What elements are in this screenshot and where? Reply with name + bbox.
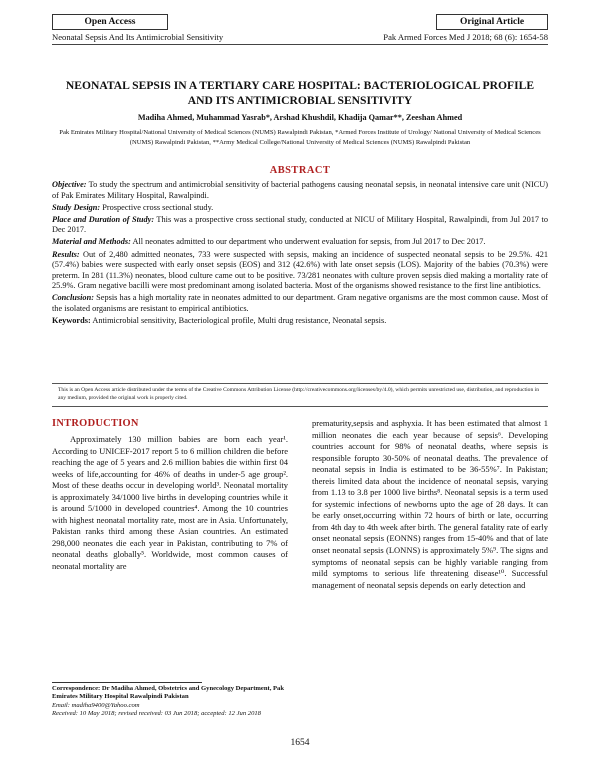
place-text: This was a prospective cross sectional study, conducted at NICU of Military Hospital, Rawalpindi, from Jul 2017 to Dec 2017. bbox=[52, 214, 548, 235]
running-head-right: Pak Armed Forces Med J 2018; 68 (6): 1654-58 bbox=[383, 32, 548, 42]
results-text: Out of 2,480 admitted neonates, 733 were suspected with sepsis, making an incidence of suspected neonatal sepsis to be 29.5%. 421 (57.4%) babies were suspected with early onset sepsis (EOS) and 312 (42.6%) with late onset sepsis (LOS). Majority of the babies (70.3%) were preterm. In 281 (11.3%) neonates, blood culture came out to be positive. 73/281 neonates with culture proven sepsis died making a mortality rate of 25.9%. Gram negative bacilli were most predominant among isolated bacteria. Most of the organisms showed resistance to the first line antibiotics. bbox=[52, 249, 548, 291]
right-column bbox=[312, 418, 548, 591]
design-label: Study Design: bbox=[52, 202, 101, 212]
correspondence-divider bbox=[52, 682, 202, 683]
correspondence-email: Email: madiha9400@Yahoo.com bbox=[52, 701, 140, 709]
abstract-divider bbox=[52, 383, 548, 384]
page-number: 1654 bbox=[290, 738, 310, 748]
conclusion-text: Sepsis has a high mortality rate in neonates admitted to our department. Gram negative organisms are the most common cause. Most of the isolated organisms are resistant to empirical antibiotics. bbox=[52, 293, 548, 314]
author-list: Madiha Ahmed, Muhammad Yasrab*, Arshad Khushdil, Khadija Qamar**, Zeeshan Ahmed bbox=[137, 113, 463, 122]
introduction-left-text: Approximately 130 million babies are born each year¹. According to UNICEF-2017 report 5 to 6 million children die before reaching the age of 5 years and 2.6 million babies die within first 04 weeks of life,accounting for 46% of deaths in under-5 age group². Most of these deaths occur in developing world³. Neonatal mortality is approximately 34/1000 live births in developing countries while it is around 5/1000 in developed countries⁴. Among the 10 countries with highest neonatal mortality rate, most are in Asia. Unfortunately, Pakistan ranks third among these Asian countries. An estimated 298,000 neonates die each year in Pakistan, contributing to 7% of neonatal deaths globally⁵. Worldwide, most common causes of neonatal mortality are bbox=[52, 434, 288, 572]
title-line-1: NEONATAL SEPSIS IN A TERTIARY CARE HOSPITAL: BACTERIOLOGICAL PROFILE bbox=[65, 79, 535, 92]
conclusion-label: Conclusion: bbox=[52, 293, 94, 303]
article-title bbox=[52, 78, 548, 108]
methods-text: All neonates admitted to our department who underwent evaluation for sepsis, from Jul 2017 to Dec 2017. bbox=[130, 237, 486, 247]
introduction-right-text: prematurity,sepsis and asphyxia. It has been estimated that almost 1 million neonates die each year because of sepsis⁶. Developing countries account for 98% of neonatal deaths, where sepsis is responsible forupto 30-50% of neonatal deaths. The prevalence of neonatal sepsis in India is estimated to be 36-55%⁷. In Pakistan; thereis limited data about the incidence of neonatal sepsis, varying from 1.13 to 3.8 per 1000 live births⁸. Neonatal sepsis is a term used for systemic infections of newborns upto the age of 28 days. It can be early onset,occurring within 72 hours of birth or late, occurring from 4th day to 4th week after birth. The general fatality rate of early onset neonatal sepsis (EONNS) ranges from 15-40% and that of late onset neonatal sepsis (LONNS) is approximately 5%⁹. The signs and symptoms of neonatal sepsis can be highly variable ranging from mild symptoms to serious life threatening disease¹⁰. Successful management of neonatal sepsis depends on early detection and bbox=[312, 418, 548, 590]
running-head-left: Neonatal Sepsis And Its Antimicrobial Sensitivity bbox=[52, 32, 224, 42]
methods-label: Material and Methods: bbox=[52, 237, 131, 247]
left-column bbox=[52, 418, 288, 573]
license-divider bbox=[52, 406, 548, 407]
abstract-keywords bbox=[52, 316, 548, 327]
abstract-heading: ABSTRACT bbox=[269, 165, 331, 176]
abstract-objective bbox=[52, 180, 548, 201]
abstract-design bbox=[52, 203, 548, 214]
abstract-place bbox=[52, 215, 548, 236]
abstract-conclusion bbox=[52, 293, 548, 314]
keywords-label: Keywords: bbox=[52, 316, 91, 326]
correspondence-block bbox=[52, 685, 292, 719]
place-label: Place and Duration of Study: bbox=[52, 214, 155, 224]
abstract-methods bbox=[52, 237, 548, 248]
correspondence-line: Correspondence: Dr Madiha Ahmed, Obstetrics and Gynecology Department, Pak Emirates Military Hospital Rawalpindi Pakistan bbox=[52, 685, 284, 701]
objective-label: Objective: bbox=[52, 180, 87, 189]
original-article-tag: Original Article bbox=[436, 14, 548, 30]
correspondence-dates: Received: 10 May 2018; revised received: 03 Jun 2018; accepted: 12 Jun 2018 bbox=[52, 710, 261, 718]
design-text: Prospective cross sectional study. bbox=[100, 202, 214, 212]
keywords-text: Antimicrobial sensitivity, Bacteriological profile, Multi drug resistance, Neonatal sepsis. bbox=[90, 316, 387, 326]
header-divider bbox=[52, 44, 548, 45]
affiliations: Pak Emirates Military Hospital/National University of Medical Sciences (NUMS) Rawalpindi Pakistan, *Armed Forces Institute of Urology/ National University of Medical Sciences (NUMS) Rawalpindi Pakistan, **Army Medical College/National University of Medical Sciences (NUMS) Rawalpindi Pakistan bbox=[59, 129, 541, 146]
introduction-heading: INTRODUCTION bbox=[52, 418, 139, 429]
title-line-2: AND ITS ANTIMICROBIAL SENSITIVITY bbox=[187, 94, 413, 107]
results-label: Results: bbox=[52, 249, 80, 259]
license-notice: This is an Open Access article distributed under the terms of the Creative Commons Attribution License (http://creativecommons.org/licenses/by/4.0), which permits unrestricted use, distribution, and reproduction in any medium, provided the original work is properly cited. bbox=[58, 387, 540, 401]
open-access-tag: Open Access bbox=[52, 14, 168, 30]
abstract-results bbox=[52, 250, 548, 292]
abstract-body bbox=[52, 180, 548, 328]
objective-text: To study the spectrum and antimicrobial sensitivity of bacterial pathogens causing neonatal sepsis, in neonatal intensive care unit (NICU) of Pak Emirates Military Hospital, Rawalpindi. bbox=[52, 180, 548, 200]
